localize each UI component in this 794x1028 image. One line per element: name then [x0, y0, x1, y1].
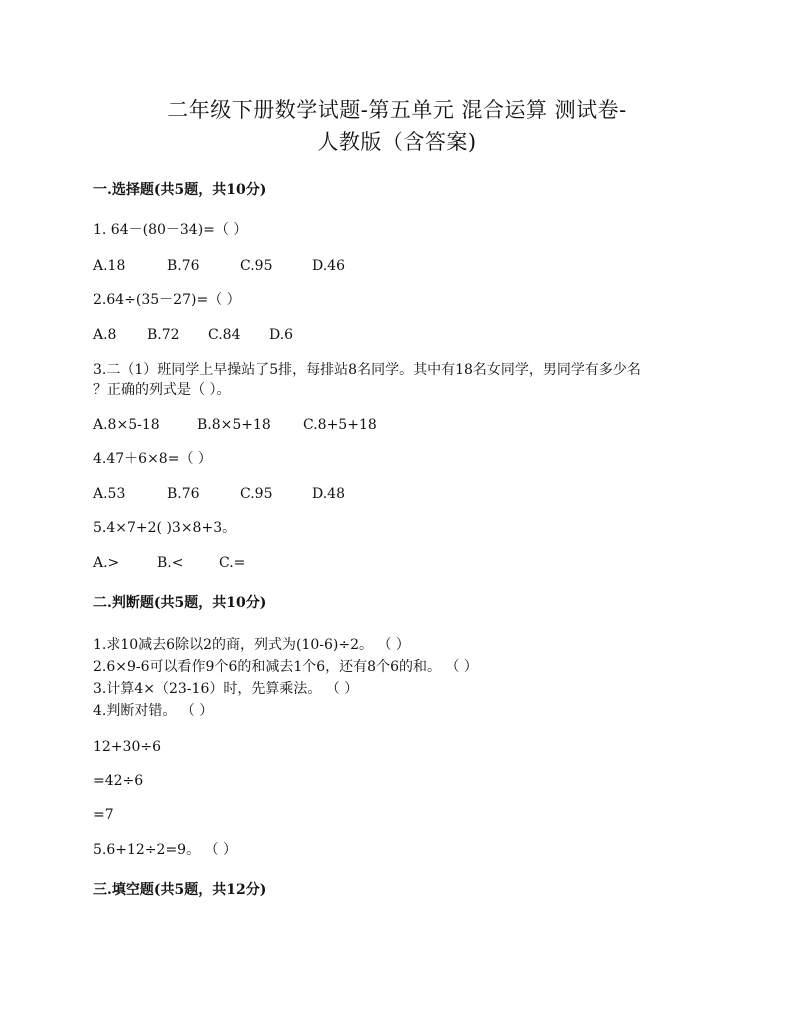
- question-3-stem-line-2: ？正确的列式是（ ）。: [93, 382, 231, 398]
- question-2-options: [93, 325, 293, 345]
- option: D.46: [312, 258, 345, 274]
- question-2-stem: 2.64÷(35－27)=（ ）: [93, 292, 241, 308]
- section-heading-choice: 一.选择题(共5题，共10分): [93, 182, 267, 198]
- section-heading-fill-in: 三.填空题(共5题，共12分): [93, 882, 267, 898]
- judgement-item-4: 4.判断对错。 （ ）: [93, 703, 214, 719]
- question-4-options: [93, 484, 345, 504]
- section-heading-judgement: 二.判断题(共5题，共10分): [93, 595, 267, 611]
- judgement-item-2: 2.6×9-6可以看作9个6的和减去1个6，还有8个6的和。 （ ）: [93, 659, 478, 675]
- question-5-options: [93, 553, 245, 573]
- judgement-item-3: 3.计算4×（23-16）时，先算乘法。 （ ）: [93, 681, 359, 697]
- option: C.84: [208, 327, 241, 343]
- calc-line-2: =42÷6: [93, 773, 144, 789]
- question-3-stem-line-1: 3.二（1）班同学上早操站了5排，每排站8名同学。其中有18名女同学，男同学有多少名: [93, 362, 641, 378]
- document-title-line-1: 二年级下册数学试题-第五单元 混合运算 测试卷-: [167, 98, 627, 122]
- option: B.76: [167, 258, 200, 274]
- option: B.76: [167, 486, 200, 502]
- option: C.8+5+18: [303, 417, 377, 433]
- question-5-stem: 5.4×7+2( )3×8+3。: [93, 520, 237, 536]
- question-1-options: [93, 256, 345, 276]
- option: D.6: [269, 327, 294, 343]
- calc-line-3: =7: [93, 807, 114, 823]
- question-1-stem: 1. 64－(80－34)=（ ）: [93, 222, 248, 238]
- option: A.8: [93, 327, 117, 343]
- option: A.53: [93, 486, 126, 502]
- document-title-line-2: 人教版（含答案): [317, 130, 477, 154]
- option: A.>: [93, 555, 120, 571]
- option: B.<: [157, 555, 184, 571]
- option: C.95: [240, 258, 273, 274]
- option: C.95: [240, 486, 273, 502]
- judgement-item-1: 1.求10减去6除以2的商，列式为(10-6)÷2。 （ ）: [93, 637, 410, 653]
- option: A.8×5-18: [93, 417, 160, 433]
- question-3-options: [93, 415, 377, 435]
- option: A.18: [93, 258, 126, 274]
- option: C.=: [219, 555, 246, 571]
- option: B.72: [147, 327, 180, 343]
- option: B.8×5+18: [197, 417, 271, 433]
- question-4-stem: 4.47＋6×8=（ ）: [93, 451, 212, 467]
- option: D.48: [312, 486, 345, 502]
- calc-line-1: 12+30÷6: [93, 739, 161, 755]
- judgement-item-5: 5.6+12÷2=9。 （ ）: [93, 842, 237, 858]
